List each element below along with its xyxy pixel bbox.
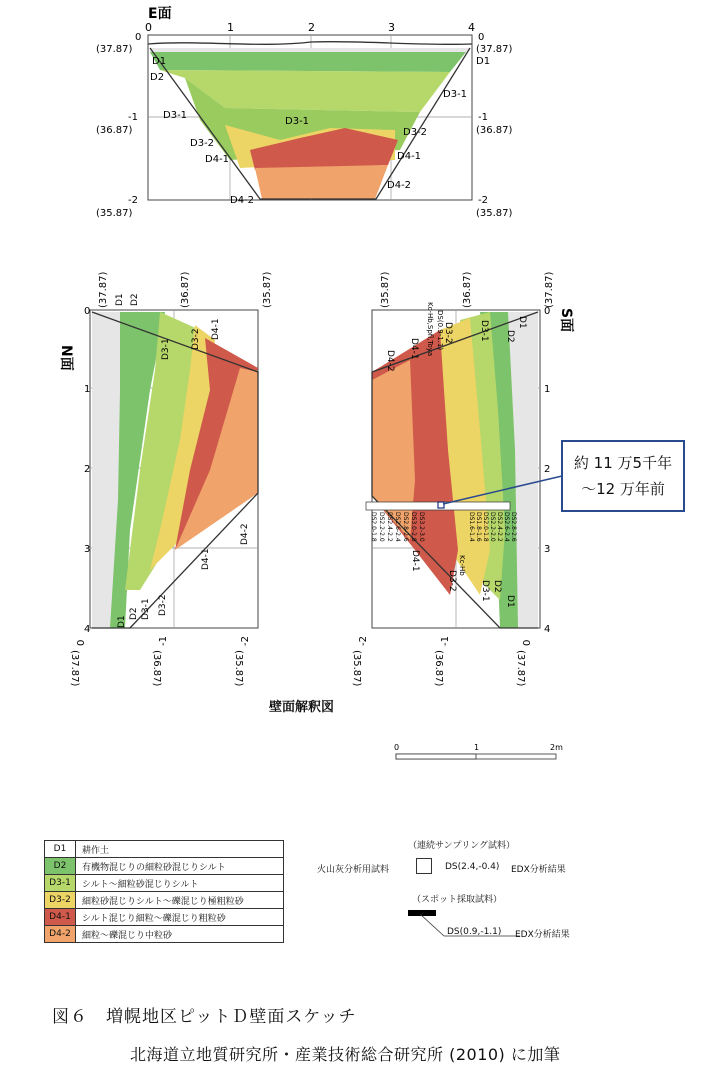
legend-desc: 細粒砂混じりシルト～礫混じり極粗粒砂	[82, 896, 244, 907]
s-top-elev: (35.87)	[380, 271, 391, 308]
s-label: D4-1	[410, 550, 420, 572]
s-label: D2	[505, 330, 515, 343]
scale-bar	[390, 738, 570, 768]
s-right-tick: 1	[544, 384, 551, 395]
n-label: D3-1	[141, 598, 151, 620]
e-left-elev: (35.87)	[96, 208, 133, 219]
s-sample-label: DS2.2-2.0	[378, 512, 385, 542]
n-label: D3-2	[191, 328, 201, 350]
callout-line2: ～12 万年前	[581, 480, 665, 498]
e-right-elev: (35.87)	[476, 208, 513, 219]
n-top-elev: (35.87)	[262, 271, 273, 308]
s-bottom-elev: (36.87)	[433, 650, 444, 687]
e-right-level: -2	[478, 195, 488, 206]
legend-code: D2	[45, 858, 76, 874]
e-tick: 1	[227, 21, 234, 34]
diagram-title: 壁面解釈図	[269, 700, 335, 715]
legend-desc: 有機物混じりの細粒砂混じりシルト	[82, 862, 226, 873]
n-top-elev: (37.87)	[98, 271, 109, 308]
figure-caption: 図６ 増幌地区ピットＤ壁面スケッチ	[52, 1007, 357, 1027]
s-label: D4-2	[385, 350, 395, 372]
s-top-elev: (37.87)	[544, 271, 555, 308]
scale-tick: 1	[474, 743, 480, 752]
e-left-elev: (36.87)	[96, 125, 133, 136]
e-layer-d4-2	[255, 165, 388, 199]
e-right-elev: (37.87)	[476, 44, 513, 55]
ds-spot: DS(0.9,-1.1)	[447, 927, 502, 937]
n-bottom-elev: (36.87)	[151, 650, 162, 687]
n-label: D1	[117, 615, 127, 628]
legend-row	[45, 875, 283, 892]
legend-code: D3-1	[45, 875, 76, 891]
legend-desc: 細粒～礫混じり中粒砂	[82, 930, 173, 941]
n-label: D4-1	[201, 548, 211, 570]
s-right-tick: 4	[544, 624, 551, 635]
e-face-title: E面	[148, 6, 172, 22]
e-right-level: -1	[478, 112, 488, 123]
n-left-tick: 1	[84, 384, 91, 395]
e-tick: 4	[468, 21, 475, 34]
e-label: D4-1	[397, 151, 422, 162]
e-tick: 2	[308, 21, 315, 34]
e-face-diagram	[0, 0, 709, 260]
e-label: D2	[150, 72, 165, 83]
s-right-tick: 0	[544, 306, 551, 317]
n-label: D4-2	[240, 523, 250, 545]
s-bottom-level: 0	[522, 639, 533, 646]
legend-code: D1	[45, 841, 76, 857]
s-bottom-elev: (37.87)	[515, 650, 526, 687]
n-face-diagram	[0, 250, 300, 690]
n-left-tick: 2	[84, 464, 91, 475]
s-label: D2	[492, 580, 502, 593]
n-left-tick: 3	[84, 544, 91, 555]
n-bottom-elev: (35.87)	[233, 650, 244, 687]
e-tick: 0	[145, 21, 152, 34]
legend	[44, 840, 284, 943]
s-sample-label: DS2.8-2.6	[510, 512, 517, 542]
continuous-sampling-title: （連続サンプリング試料）	[408, 841, 516, 851]
e-label: D1	[152, 56, 167, 67]
volcanic-sample-box	[416, 858, 432, 874]
e-label: D3-1	[285, 116, 310, 127]
legend-row	[45, 892, 283, 909]
callout-connector	[440, 470, 565, 510]
s-bottom-level: -2	[358, 636, 369, 646]
n-label: D3-2	[158, 594, 168, 616]
s-face-title: S面	[558, 308, 574, 333]
s-top-elev: (36.87)	[462, 271, 473, 308]
legend-row	[45, 858, 283, 875]
spot-sampling-title: （スポット採取試料）	[412, 895, 503, 905]
figure-source: 北海道立地質研究所・産業技術総合研究所 (2010) に加筆	[130, 1045, 561, 1064]
s-sample-top: DS(0.9-1.1)	[436, 310, 444, 351]
n-bottom-level: -1	[158, 636, 169, 646]
s-sample-label: DS2.4-2.2	[386, 512, 393, 542]
e-label: D3-1	[443, 89, 468, 100]
s-sample-label: DS1.6-1.4	[468, 512, 475, 542]
e-layer-d2	[150, 52, 466, 72]
e-right-elev: (36.87)	[476, 125, 513, 136]
e-left-level: -1	[128, 112, 138, 123]
scale-tick: 2m	[550, 743, 563, 752]
n-face-title: N面	[58, 345, 74, 371]
legend-row	[45, 909, 283, 926]
scale-tick: 0	[394, 743, 400, 752]
n-bottom-level: 0	[76, 639, 87, 646]
s-sample-top2: Kc-Hb,Spfl,Toya	[426, 302, 434, 357]
legend-code: D4-2	[45, 926, 76, 942]
n-bottom-level: -2	[240, 636, 251, 646]
s-label: D3-2	[447, 570, 457, 592]
s-sample-label: DS2.6-2.4	[394, 512, 401, 542]
legend-row	[45, 926, 283, 942]
e-label: D3-2	[190, 138, 215, 149]
edx-result-1: EDX分析結果	[511, 865, 566, 875]
s-label: D1	[517, 316, 527, 329]
s-bottom-level: -1	[440, 636, 451, 646]
e-left-elev: (37.87)	[96, 44, 133, 55]
n-left-tick: 0	[84, 306, 91, 317]
s-sample-label: DS2.8-2.6	[402, 512, 409, 542]
e-label: D4-1	[205, 154, 230, 165]
legend-row	[45, 841, 283, 858]
s-label: D3-2	[443, 322, 453, 344]
s-sample-note: Kc-Hb	[458, 555, 466, 576]
e-label: D3-1	[163, 110, 188, 121]
s-sample-label: DS3.2-3.0	[418, 512, 425, 542]
e-label: D3-2	[403, 127, 428, 138]
s-sample-label: DS2.0-1.8	[370, 512, 377, 542]
callout-line1: 約 11 万5千年	[573, 454, 673, 472]
s-sample-label: DS3.0-2.8	[410, 512, 417, 542]
s-sample-label: DS2.2-2.0	[489, 512, 496, 542]
n-label: D1	[115, 293, 125, 306]
s-label: D1	[505, 595, 515, 608]
s-label: D3-1	[480, 580, 490, 602]
n-top-elev: (36.87)	[180, 271, 191, 308]
e-left-level: -2	[128, 195, 138, 206]
n-label: D2	[129, 607, 139, 620]
e-tick: 3	[388, 21, 395, 34]
e-label: D1	[476, 56, 491, 67]
legend-code: D3-2	[45, 892, 76, 908]
volcanic-sample-label: 火山灰分析用試料	[317, 865, 390, 875]
s-sample-label: DS2.4-2.2	[496, 512, 503, 542]
e-left-level: 0	[135, 32, 142, 43]
legend-desc: シルト～細粒砂混じりシルト	[82, 879, 199, 890]
e-label: D4-2	[230, 195, 255, 206]
edx-result-2: EDX分析結果	[515, 930, 570, 940]
s-sample-label: DS2.6-2.4	[503, 512, 510, 542]
n-bottom-elev: (37.87)	[69, 650, 80, 687]
legend-code: D4-1	[45, 909, 76, 925]
e-label: D4-2	[387, 180, 412, 191]
s-sample-label: DS1.8-1.6	[475, 512, 482, 542]
n-label: D3-1	[161, 338, 171, 360]
s-bottom-elev: (35.87)	[351, 650, 362, 687]
age-callout	[561, 440, 685, 512]
n-left-tick: 4	[84, 624, 91, 635]
ds-range: DS(2.4,-0.4)	[445, 862, 500, 872]
e-layer-d1	[150, 48, 470, 52]
e-right-level: 0	[478, 32, 485, 43]
s-label: D4-1	[409, 338, 419, 360]
legend-desc: 耕作土	[82, 845, 110, 856]
n-label: D2	[130, 293, 140, 306]
s-sample-label: DS2.0-1.8	[482, 512, 489, 542]
s-right-tick: 3	[544, 544, 551, 555]
s-right-tick: 2	[544, 464, 551, 475]
s-label: D3-1	[479, 320, 489, 342]
legend-desc: シルト混じり細粒～礫混じり粗粒砂	[82, 913, 226, 924]
n-label: D4-1	[211, 318, 221, 340]
